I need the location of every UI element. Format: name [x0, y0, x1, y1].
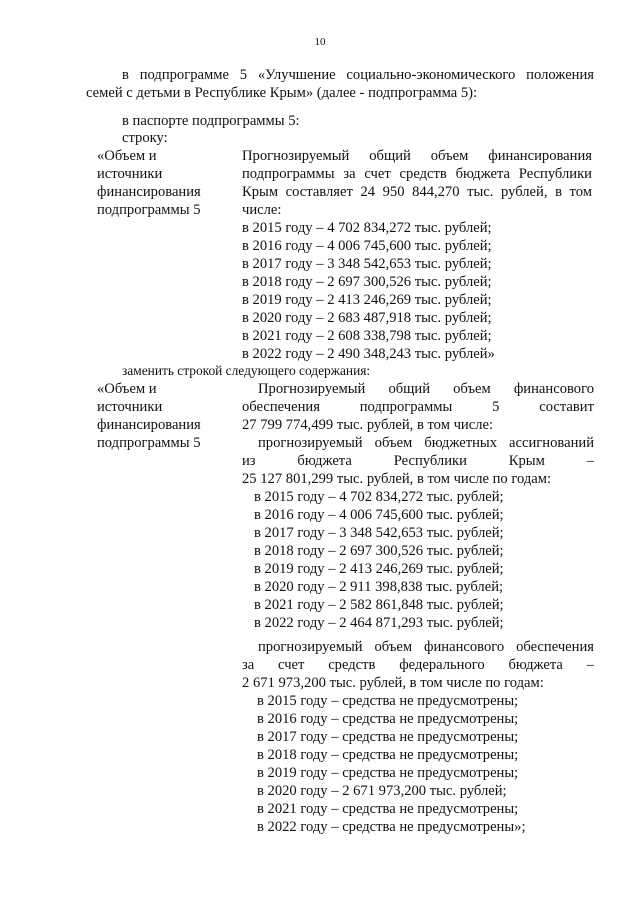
- replace-line: заменить строкой следующего содержания:: [122, 363, 371, 378]
- text-line: числе:: [242, 202, 282, 218]
- year-line: в 2022 году – 2 490 348,243 тыс. рублей»: [242, 346, 495, 362]
- year-line: в 2015 году – средства не предусмотрены;: [257, 693, 519, 709]
- text-line: 27 799 774,499 тыс. рублей, в том числе:: [242, 417, 494, 433]
- year-line: в 2016 году – средства не предусмотрены;: [257, 711, 519, 727]
- budget-line: прогнозируемый объем бюджетных ассигнований: [258, 435, 594, 451]
- label-line: финансирования: [97, 184, 201, 200]
- year-line: в 2018 году – 2 697 300,526 тыс. рублей;: [242, 274, 492, 290]
- page-number: 10: [314, 36, 326, 48]
- year-line: в 2021 году – 2 582 861,848 тыс. рублей;: [254, 597, 504, 613]
- year-line: в 2017 году – средства не предусмотрены;: [257, 729, 519, 745]
- year-line: в 2018 году – 2 697 300,526 тыс. рублей;: [254, 543, 504, 559]
- year-line: в 2016 году – 4 006 745,600 тыс. рублей;: [242, 238, 492, 254]
- year-line: в 2017 году – 3 348 542,653 тыс. рублей;: [254, 525, 504, 541]
- year-line: в 2022 году – 2 464 871,293 тыс. рублей;: [254, 615, 504, 631]
- budget-line: из бюджета Республики Крым –: [242, 453, 594, 469]
- federal-line: за счет средств федерального бюджета –: [242, 657, 594, 673]
- text-line: Прогнозируемый общий объем финансирования: [242, 148, 592, 164]
- year-line: в 2020 году – 2 671 973,200 тыс. рублей;: [257, 783, 507, 799]
- label-line: «Объем и: [97, 381, 157, 397]
- year-line: в 2016 году – 4 006 745,600 тыс. рублей;: [254, 507, 504, 523]
- year-line: в 2019 году – 2 413 246,269 тыс. рублей;: [242, 292, 492, 308]
- year-line: в 2020 году – 2 911 398,838 тыс. рублей;: [254, 579, 504, 595]
- label-line: «Объем и: [97, 148, 157, 164]
- year-line: в 2019 году – средства не предусмотрены;: [257, 765, 519, 781]
- intro-line: семей с детьми в Республике Крым» (далее - подпрограмма 5):: [86, 85, 478, 101]
- text-line: подпрограммы за счет средств бюджета Республики: [242, 166, 592, 182]
- label-line: источники: [97, 399, 163, 415]
- year-line: в 2019 году – 2 413 246,269 тыс. рублей;: [254, 561, 504, 577]
- label-line: источники: [97, 166, 163, 182]
- year-line: в 2021 году – средства не предусмотрены;: [257, 801, 519, 817]
- year-line: в 2022 году – средства не предусмотрены»;: [257, 819, 526, 835]
- text-line: Крым составляет 24 950 844,270 тыс. рублей, в том: [242, 184, 592, 200]
- federal-line: 2 671 973,200 тыс. рублей, в том числе по годам:: [242, 675, 544, 691]
- passport-line: в паспорте подпрограммы 5:: [122, 113, 300, 129]
- label-line: подпрограммы 5: [97, 435, 201, 451]
- federal-line: прогнозируемый объем финансового обеспечения: [258, 639, 594, 655]
- row-word: строку:: [122, 130, 168, 146]
- year-line: в 2017 году – 3 348 542,653 тыс. рублей;: [242, 256, 492, 272]
- intro-line: в подпрограмме 5 «Улучшение социально-экономического положения: [122, 67, 594, 83]
- label-line: подпрограммы 5: [97, 202, 201, 218]
- budget-line: 25 127 801,299 тыс. рублей, в том числе по годам:: [242, 471, 552, 487]
- year-line: в 2021 году – 2 608 338,798 тыс. рублей;: [242, 328, 492, 344]
- year-line: в 2020 году – 2 683 487,918 тыс. рублей;: [242, 310, 492, 326]
- year-line: в 2015 году – 4 702 834,272 тыс. рублей;: [242, 220, 492, 236]
- label-line: финансирования: [97, 417, 201, 433]
- year-line: в 2015 году – 4 702 834,272 тыс. рублей;: [254, 489, 504, 505]
- year-line: в 2018 году – средства не предусмотрены;: [257, 747, 519, 763]
- text-line: Прогнозируемый общий объем финансового: [258, 381, 594, 397]
- text-line: обеспечения подпрограммы 5 составит: [242, 399, 594, 415]
